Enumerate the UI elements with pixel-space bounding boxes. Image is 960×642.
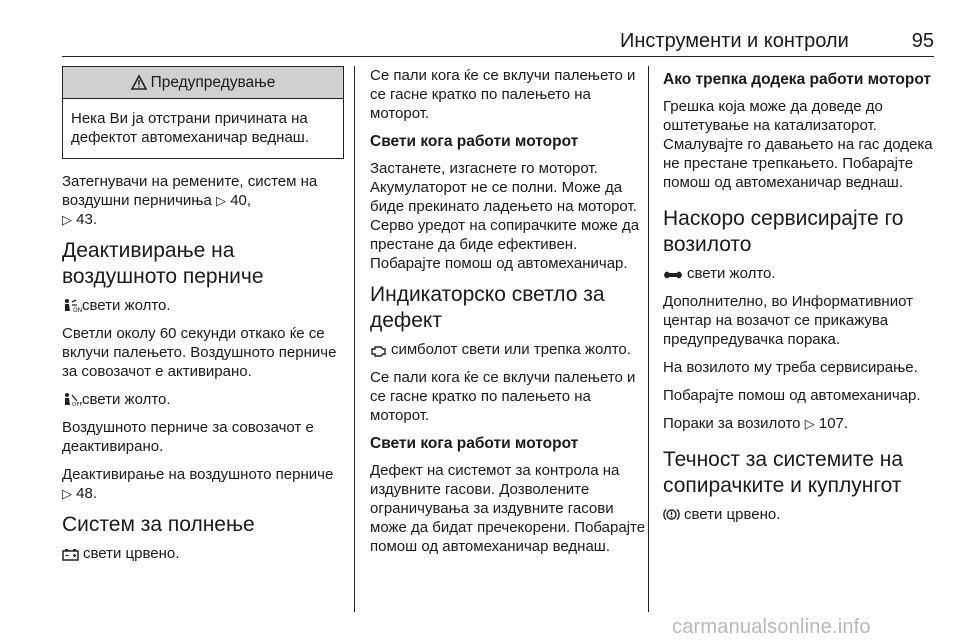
- service-line: [663, 264, 937, 283]
- warning-box: [62, 66, 344, 159]
- paragraph-text: Пораки за возилото: [663, 415, 801, 432]
- heading-engine-running: Свети кога работи моторот: [370, 133, 579, 150]
- heading-flashing: Ако трепка додека работи моторот: [663, 71, 932, 88]
- svg-text:ON: ON: [73, 307, 83, 314]
- charging-on-description: Се пали кога ќе се вклучи палењето и се гасне кратко по палењето на моторот.: [370, 67, 636, 122]
- indicator-text: свети жолто.: [82, 297, 171, 314]
- indicator-text: свети жолто.: [82, 391, 171, 408]
- reference-arrow-icon: ▷: [216, 193, 227, 208]
- page-reference[interactable]: 48.: [76, 485, 98, 502]
- heading-charging-system: Систем за полнење: [62, 513, 255, 536]
- airbag-on-description: Светли околу 60 секунди откако ќе се вклучи палењето. Воздушното перниче за совозачот е активирано.: [62, 325, 337, 380]
- heading-malfunction-indicator: Индикаторско светло за дефект: [370, 283, 605, 332]
- airbag-off-description: Воздушното перниче за совозачот е деактивирано.: [62, 419, 314, 455]
- column-3: [663, 66, 937, 533]
- indicator-text: свети црвено.: [684, 506, 781, 523]
- header-rule: [62, 56, 934, 57]
- brake-line: [663, 505, 937, 524]
- battery-icon: [62, 548, 79, 561]
- airbag-on-icon: [62, 298, 83, 314]
- brake-icon: [663, 507, 680, 522]
- paragraph-text: Деактивирање на воздушното перниче: [62, 466, 334, 483]
- engine-icon: [370, 344, 387, 357]
- airbag-off-line: [62, 390, 344, 409]
- seatbelt-airbag-paragraph: [62, 172, 344, 229]
- wrench-icon: [663, 269, 683, 281]
- service-needed: На возилото му треба сервисирање.: [663, 359, 918, 376]
- warning-text: Нека Ви ја отстрани причината на дефектот автомеханичар веднаш.: [71, 110, 310, 146]
- column-2: [370, 66, 652, 565]
- heading-airbag-deactivation: Деактивирање на воздушното перниче: [62, 239, 264, 288]
- page-reference[interactable]: 43.: [76, 211, 98, 228]
- service-help: Побарајте помош од автомеханичар.: [663, 387, 921, 404]
- reference-arrow-icon: ▷: [804, 416, 815, 431]
- flashing-description: Грешка која може да доведе до оштетување на катализаторот. Смалувајте го давањето на гас додека не престане трепкањето. Побарајте помош од автомеханичар веднаш.: [663, 98, 933, 191]
- malfunction-line: [370, 340, 652, 359]
- page-reference[interactable]: 107.: [818, 415, 849, 432]
- airbag-off-icon: [62, 392, 83, 408]
- warning-header: [63, 67, 343, 99]
- watermark: carmanualsonline.info: [672, 616, 871, 638]
- svg-text:OFF: OFF: [72, 402, 83, 408]
- indicator-text: симболот свети или трепка жолто.: [391, 341, 631, 358]
- heading-brake-clutch-fluid: Течност за системите на сопирачките и куплунгот: [663, 448, 904, 497]
- warning-title: Предупредување: [150, 74, 276, 91]
- reference-arrow-icon: ▷: [62, 486, 72, 501]
- service-additional: Дополнително, во Информативниот центар на возачот се прикажува предупредувачка порака.: [663, 293, 913, 348]
- malfunction-on-description: Се пали кога ќе се вклучи палењето и се гасне кратко по палењето на моторот.: [370, 369, 636, 424]
- deactivation-reference-paragraph: [62, 465, 344, 503]
- malfunction-running-description: Дефект на системот за контрола на издувните гасови. Дозволените ограничувања за издувните гасови може да бидат пречекорени. Побарајте помош од автомеханичар веднаш.: [370, 462, 646, 555]
- reference-arrow-icon: ▷: [62, 212, 72, 227]
- warning-triangle-icon: [131, 75, 147, 90]
- indicator-text: свети жолто.: [687, 265, 776, 282]
- page-number: 95: [911, 30, 934, 52]
- charging-running-description: Застанете, изгаснете го моторот. Акумулаторот не се полни. Може да биде прекинато ладењето на моторот. Серво уредот на сопирачките може да престане да биде ефективен. Побарајте помош од автомеханичар.: [370, 160, 640, 272]
- column-divider-1: [354, 66, 355, 612]
- vehicle-messages-reference: [663, 414, 937, 433]
- charging-line: [62, 544, 344, 563]
- paragraph-text: Затегнувачи на ремените, систем на воздушни перничиња: [62, 173, 318, 209]
- indicator-text: свети црвено.: [83, 545, 180, 562]
- header-title: Инструменти и контроли: [620, 30, 849, 52]
- page-reference[interactable]: 40,: [230, 192, 252, 209]
- airbag-on-line: [62, 296, 344, 315]
- heading-engine-running-2: Свети кога работи моторот: [370, 435, 579, 452]
- column-1: [62, 66, 344, 572]
- heading-service-soon: Наскоро сервисирајте го возилото: [663, 207, 904, 256]
